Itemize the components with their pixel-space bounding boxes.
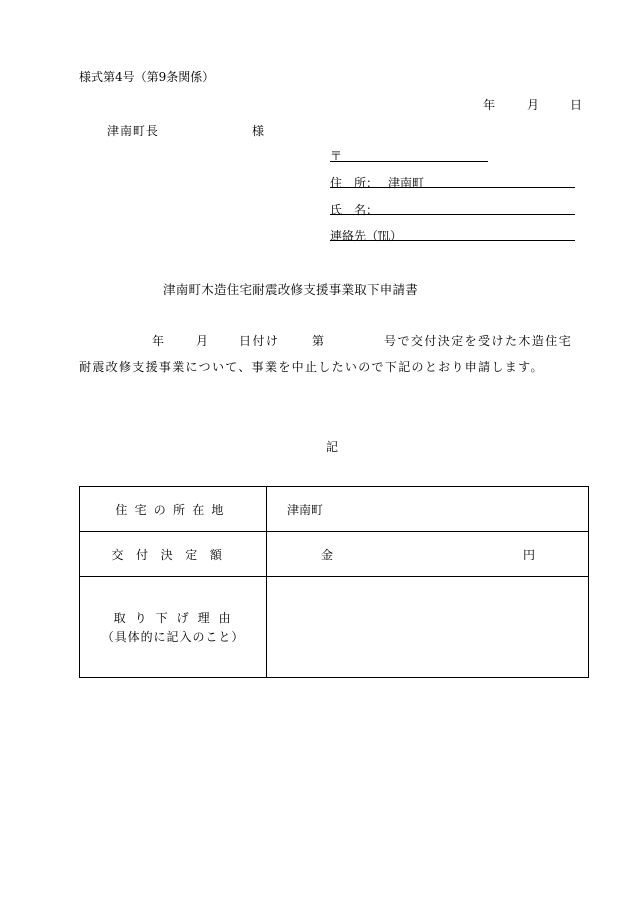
ki-marker: 記 <box>326 440 339 454</box>
application-table <box>79 486 589 678</box>
name-field[interactable] <box>330 214 575 215</box>
table-row <box>80 577 589 678</box>
postal-mark: 〒 <box>330 149 343 163</box>
address-label: 住 所： <box>330 176 379 190</box>
withdrawal-reason-value[interactable] <box>267 577 589 678</box>
amount-suffix: 円 <box>523 548 536 562</box>
addressee-name: 津南町長 <box>107 124 159 138</box>
contact-field[interactable] <box>330 240 575 241</box>
withdrawal-reason-label: 取り下げ理由 <box>113 611 240 625</box>
amount-prefix: 金 <box>321 548 334 562</box>
location-value[interactable]: 津南町 <box>267 487 589 532</box>
body-month: 月 <box>196 334 209 348</box>
address-field[interactable] <box>330 187 575 188</box>
body-line1-tail: 号で交付決定を受けた木造住宅 <box>384 334 573 348</box>
address-value: 津南町 <box>388 176 425 190</box>
withdrawal-reason-note: （具体的に記入のこと） <box>101 630 245 644</box>
grant-amount-value[interactable] <box>267 532 589 577</box>
grant-amount-label: 交付決定額 <box>80 532 267 577</box>
contact-label: 連絡先（℡） <box>330 229 403 243</box>
withdrawal-reason-label-cell <box>80 577 267 678</box>
postal-code-field[interactable] <box>330 161 488 162</box>
body-line2: 耐震改修支援事業について、事業を中止したいので下記のとおり申請します。 <box>79 360 544 374</box>
table-row <box>80 532 589 577</box>
date-day: 日 <box>570 98 583 112</box>
name-label: 氏 名： <box>330 203 379 217</box>
body-number-prefix: 第 <box>312 334 325 348</box>
date-year: 年 <box>483 98 496 112</box>
location-label: 住宅の所在地 <box>80 487 267 532</box>
date-month: 月 <box>527 98 540 112</box>
table-row <box>80 487 589 532</box>
addressee-honorific: 様 <box>252 124 265 138</box>
body-day-suffix: 日付け <box>239 334 280 348</box>
body-year: 年 <box>152 334 165 348</box>
form-number: 様式第4号（第9条関係） <box>79 70 215 84</box>
document-title: 津南町木造住宅耐震改修支援事業取下申請書 <box>163 282 419 297</box>
